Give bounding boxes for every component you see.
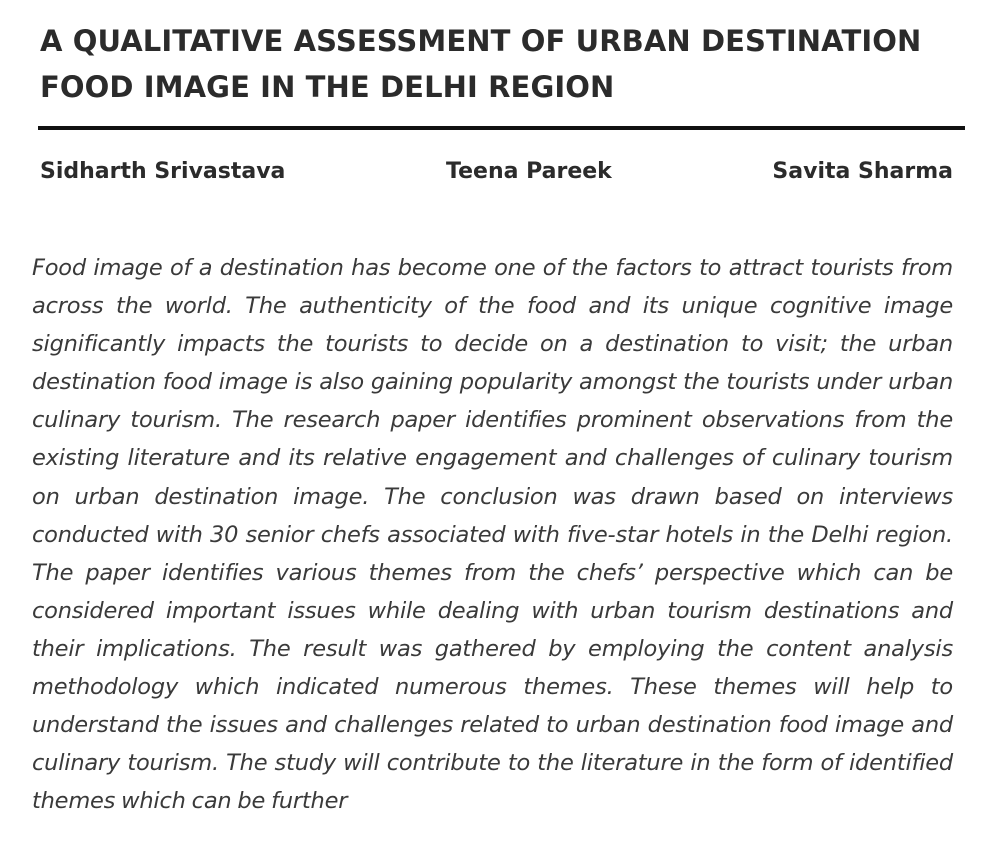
author-list	[40, 151, 953, 191]
title-divider	[38, 126, 965, 130]
paper-title	[40, 18, 960, 110]
author-3: Savita Sharma	[772, 158, 953, 184]
paper-title-line-1: A QUALITATIVE ASSESSMENT OF URBAN DESTINATION	[40, 24, 922, 58]
paper-title-line-2: FOOD IMAGE IN THE DELHI REGION	[40, 70, 615, 104]
abstract-text: Food image of a destination has become one of the factors to attract tourists from across the world. The authenticity of the food and its unique cognitive image significantly impacts the tourists to decide on a destination to visit; the urban destination food image is also gaining popularity amongst the tourists under urban culinary tourism. The research paper identifies prominent observations from the existing literature and its relative engagement and challenges of culinary tourism on urban destination image. The conclusion was drawn based on interviews conducted with 30 senior chefs associated with five-star hotels in the Delhi region. The paper identifies various themes from the chefs’ perspective which can be considered important issues while dealing with urban tourism destinations and their implications. The result was gathered by employing the content analysis methodology which indicated numerous themes. These themes will help to understand the issues and challenges related to urban destination food image and culinary tourism. The study will contribute to the literature in the form of identified themes which can be further	[32, 255, 953, 815]
author-1: Sidharth Srivastava	[40, 158, 286, 184]
author-2: Teena Pareek	[446, 158, 612, 184]
